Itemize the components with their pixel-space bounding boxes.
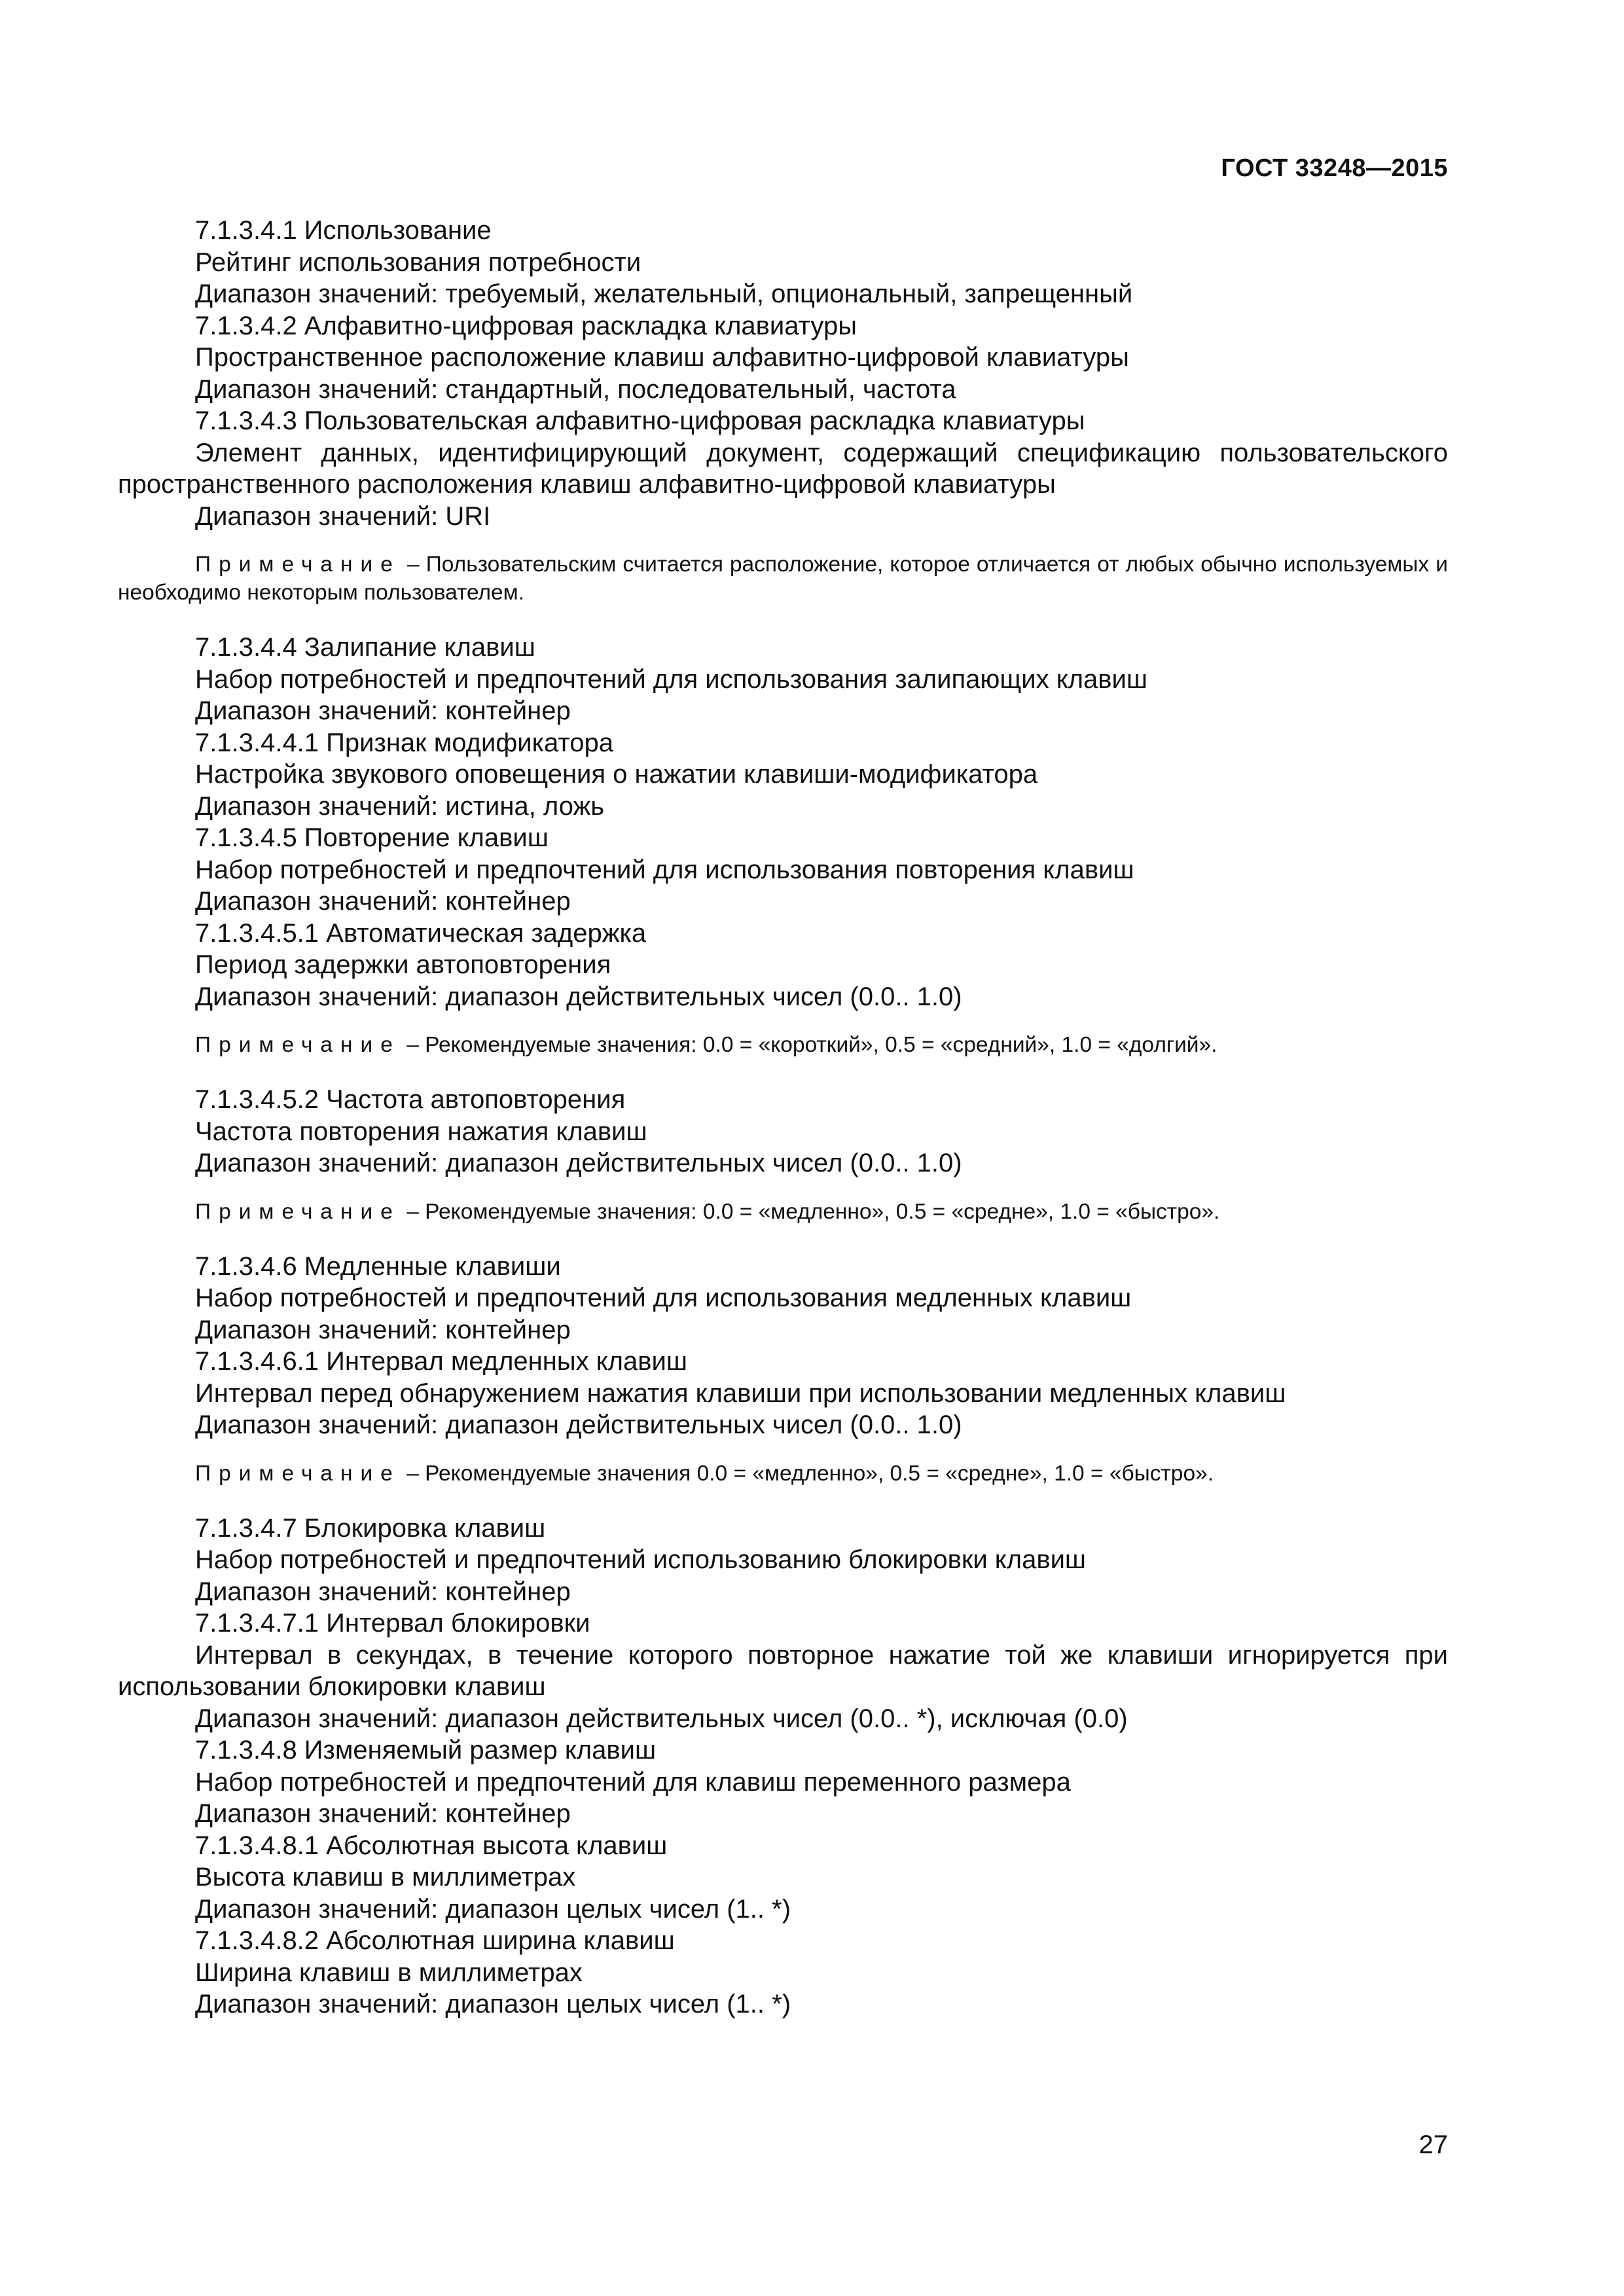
clause-description: Набор потребностей и предпочтений для клавиш переменного размера [195,1767,1071,1797]
document-body [118,215,1448,2020]
clause-range: Диапазон значений: диапазон действительных чисел (0.0.. 1.0) [195,1149,962,1177]
clause-heading: 7.1.3.4.5.1 Автоматическая задержка [195,918,647,948]
clause-range: Диапазон значений: контейнер [195,887,571,916]
clause-range: Диапазон значений: контейнер [195,696,571,725]
clause-heading: 7.1.3.4.4 Залипание клавиш [195,633,535,662]
clause-description: Частота повторения нажатия клавиш [195,1117,647,1146]
clause-heading: 7.1.3.4.4.1 Признак модификатора [195,728,613,757]
note-text: – Рекомендуемые значения: 0.0 = «короткий», 0.5 = «средний», 1.0 = «долгий». [400,1033,1218,1057]
clause-range: Диапазон значений: контейнер [195,1799,571,1828]
clause-range: Диапазон значений: требуемый, желательный, опциональный, запрещенный [195,279,1133,308]
clause-heading: 7.1.3.4.6.1 Интервал медленных клавиш [195,1347,687,1376]
clause-range: Диапазон значений: диапазон действительных чисел (0.0.. 1.0) [195,982,962,1011]
clause-range: Диапазон значений: стандартный, последовательный, частота [195,374,956,404]
clause-description: Пространственное расположение клавиш алфавитно-цифровой клавиатуры [195,343,1129,372]
document-header: ГОСТ 33248—2015 [1221,154,1448,182]
clause-heading: 7.1.3.4.8.1 Абсолютная высота клавиш [195,1831,668,1860]
clause-heading: 7.1.3.4.5 Повторение клавиш [195,823,549,852]
clause-description: Период задержки автоповторения [195,950,611,979]
clause-description: Элемент данных, идентифицирующий документ, содержащий спецификацию пользовательского пространственного расположения клавиш алфавитно-цифровой клавиатуры [118,438,1448,499]
note-paragraph [118,1031,1448,1059]
clause-description: Ширина клавиш в миллиметрах [195,1958,583,1987]
clause-range: Диапазон значений: диапазон действительных чисел (0.0.. *), исключая (0.0) [195,1704,1128,1733]
clause-heading: 7.1.3.4.1 Использование [195,216,492,245]
note-paragraph [118,550,1448,607]
note-label: Примечание [195,1461,401,1486]
note-text: – Пользовательским считается расположение, которое отличается от любых обычно используемых и необходимо некоторым пользователем. [118,552,1448,605]
note-label: Примечание [195,1033,401,1057]
clause-range: Диапазон значений: URI [195,501,491,531]
clause-heading: 7.1.3.4.5.2 Частота автоповторения [195,1085,626,1114]
note-paragraph [118,1460,1448,1488]
clause-description: Набор потребностей и предпочтений для использования медленных клавиш [195,1283,1132,1312]
clause-description: Набор потребностей и предпочтений для использования залипающих клавиш [195,664,1147,694]
clause-description: Высота клавиш в миллиметрах [195,1863,576,1892]
page-number: 27 [1418,2130,1448,2159]
clause-heading: 7.1.3.4.2 Алфавитно-цифровая раскладка клавиатуры [195,311,857,340]
note-label: Примечание [195,1199,401,1224]
clause-range: Диапазон значений: диапазон целых чисел (1.. *) [195,1990,791,2018]
clause-heading: 7.1.3.4.8.2 Абсолютная ширина клавиш [195,1926,675,1955]
clause-description: Интервал в секундах, в течение которого повторное нажатие той же клавиши игнорируется при использовании блокировки клавиш [118,1640,1448,1701]
clause-description: Набор потребностей и предпочтений для использования повторения клавиш [195,855,1134,884]
clause-heading: 7.1.3.4.8 Изменяемый размер клавиш [195,1736,657,1765]
clause-description: Набор потребностей и предпочтений использованию блокировки клавиш [195,1545,1086,1574]
clause-range: Диапазон значений: контейнер [195,1577,571,1606]
clause-range: Диапазон значений: диапазон действительных чисел (0.0.. 1.0) [195,1410,962,1439]
clause-heading: 7.1.3.4.7 Блокировка клавиш [195,1513,546,1543]
clause-range: Диапазон значений: истина, ложь [195,791,605,821]
note-label: Примечание [195,552,401,577]
clause-description: Интервал перед обнаружением нажатия клавиши при использовании медленных клавиш [195,1378,1286,1408]
note-text: – Рекомендуемые значения 0.0 = «медленно», 0.5 = «средне», 1.0 = «быстро». [400,1461,1214,1486]
clause-description: Рейтинг использования потребности [195,247,641,277]
clause-heading: 7.1.3.4.6 Медленные клавиши [195,1251,561,1281]
note-paragraph [118,1198,1448,1226]
clause-range: Диапазон значений: диапазон целых чисел (1.. *) [195,1894,791,1924]
clause-heading: 7.1.3.4.7.1 Интервал блокировки [195,1609,590,1638]
note-text: – Рекомендуемые значения: 0.0 = «медленно», 0.5 = «средне», 1.0 = «быстро». [400,1199,1220,1224]
clause-range: Диапазон значений: контейнер [195,1315,571,1344]
clause-heading: 7.1.3.4.3 Пользовательская алфавитно-цифровая раскладка клавиатуры [195,406,1085,435]
clause-description: Настройка звукового оповещения о нажатии клавиши-модификатора [195,760,1038,789]
